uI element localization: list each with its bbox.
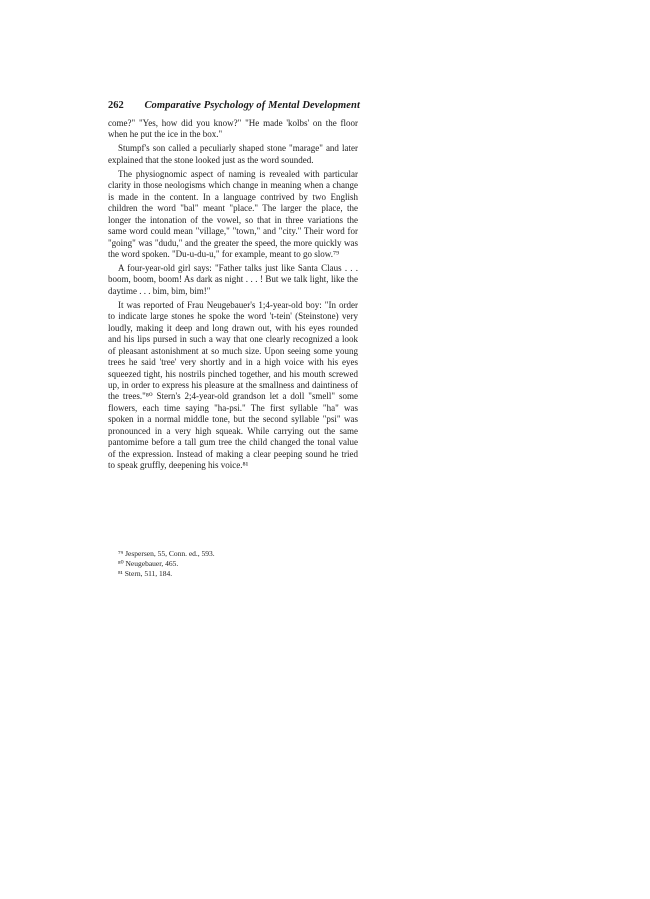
paragraph: It was reported of Frau Neugebauer's 1;4-year-old boy: "In order to indicate large stones he spoke the word 't-tein' (Steinstone) very loudly, making it deep and long drawn out, with his eyes rounded and his lips pursed in such a way that one clearly recognized a look of pleasant astonishment at so much size. Upon seeing some young trees he said 'tree' very shortly and in a high voice with his eyes squeezed tight, his nostrils pinched together, and his mouth screwed up, in order to express his pleasure at the smallness and daintiness of the trees."⁸⁰ Stern's 2;4-year-old grandson let a doll "smell" some flowers, each time saying "ha-psi." The first syllable "ha" was spoken in a normal middle tone, but the second syllable "psi" was pronounced in a very high squeak. While carrying out the same pantomime before a tall gum tree the child changed the tonal value of the expression. Instead of making a clear peeping sound he tried to speak gruffly, deepening his voice.⁸¹ — [108, 299, 358, 471]
running-title: Comparative Psychology of Mental Development — [144, 100, 360, 111]
paragraph: A four-year-old girl says: "Father talks just like Santa Claus . . . boom, boom, boom! As dark as night . . . ! But we talk light, like the daytime . . . bim, bim, bim!" — [108, 262, 358, 296]
running-head — [108, 100, 360, 111]
footnotes — [108, 549, 358, 580]
footnote: ⁷⁹ Jespersen, 55, Conn. ed., 593. — [118, 549, 215, 558]
body-text — [108, 118, 358, 474]
paragraph: The physiognomic aspect of naming is revealed with particular clarity in those neologisms which change in meaning when a change is made in the content. In a language contrived by two English children the word "bal" meant "place." The larger the place, the longer the intonation of the vowel, so that in three variations the same word could mean "village," "town," and "city." Their word for "going" was "dudu," and the greater the speed, the more quickly was the word spoken. "Du-u-du-u," for example, meant to go slow.⁷⁹ — [108, 168, 358, 259]
footnote: ⁸⁰ Neugebauer, 465. — [118, 559, 179, 569]
paragraph: come?" "Yes, how did you know?" "He made 'kolbs' on the floor when he put the ice in the box." — [108, 118, 358, 140]
footnote: ⁸¹ Stern, 511, 184. — [118, 569, 173, 579]
page-number: 262 — [108, 100, 124, 111]
paragraph: Stumpf's son called a peculiarly shaped stone "marage" and later explained that the stone looked just as the word sounded. — [108, 143, 358, 165]
